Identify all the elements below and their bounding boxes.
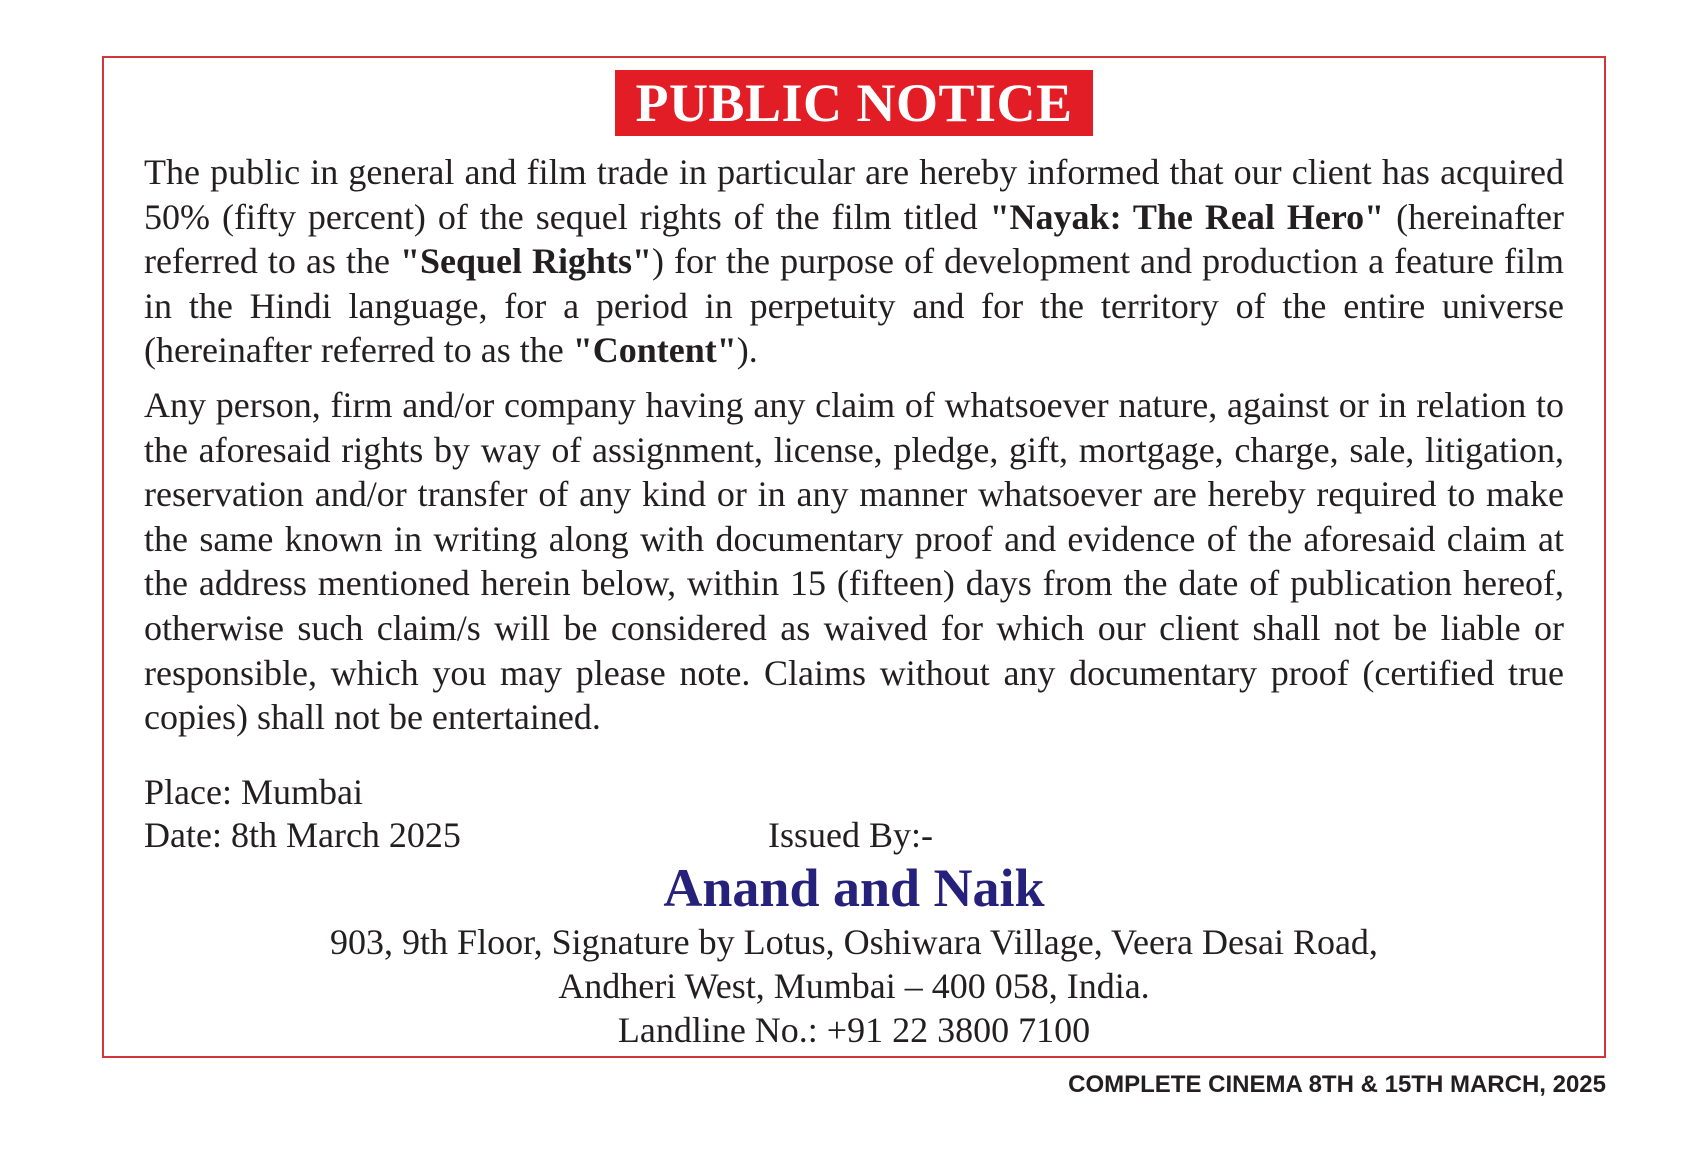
public-notice-box bbox=[102, 56, 1606, 1058]
paragraph-1-part-4: ). bbox=[736, 330, 758, 371]
notice-body bbox=[144, 150, 1564, 740]
notice-title: PUBLIC NOTICE bbox=[615, 70, 1092, 136]
firm-address bbox=[104, 920, 1604, 1052]
place-line: Place: Mumbai bbox=[144, 772, 363, 812]
issued-by-label: Issued By:- bbox=[768, 815, 933, 855]
place-date-block bbox=[144, 771, 461, 857]
content-term: "Content" bbox=[572, 330, 737, 371]
film-title: "Nayak: The Real Hero" bbox=[989, 196, 1385, 237]
landline-number: Landline No.: +91 22 3800 7100 bbox=[617, 1010, 1091, 1050]
paragraph-1-part-1: The public in general and film trade in particular are hereby informed that our client has acquired 50% (fifty percent) of the sequel rights of the film titled bbox=[144, 152, 1564, 237]
title-wrap bbox=[104, 70, 1604, 136]
paragraph-1-part-2: (hereinafter referred to as the bbox=[144, 196, 1564, 282]
address-line-2: Andheri West, Mumbai – 400 058, India. bbox=[558, 966, 1150, 1006]
sequel-rights-term: "Sequel Rights" bbox=[399, 241, 653, 282]
paragraph-2: Any person, firm and/or company having any claim of whatsoever nature, against or in relation to the aforesaid rights by way of assignment, license, pledge, gift, mortgage, charge, sale, litigation, reservation and/or transfer of any kind or in any manner whatsoever are hereby required to make the same known in writing along with documentary proof and evidence of the aforesaid claim at the address mentioned herein below, within 15 (fifteen) days from the date of publication hereof, otherwise such claim/s will be considered as waived for which our client shall not be liable or responsible, which you may please note. Claims without any documentary proof (certified true copies) shall not be entertained. bbox=[144, 384, 1564, 738]
date-line: Date: 8th March 2025 bbox=[144, 815, 461, 855]
address-line-1: 903, 9th Floor, Signature by Lotus, Oshiwara Village, Veera Desai Road, bbox=[330, 922, 1378, 962]
publication-footer: COMPLETE CINEMA 8TH & 15TH MARCH, 2025 bbox=[1068, 1071, 1606, 1098]
firm-name: Anand and Naik bbox=[663, 858, 1045, 918]
paragraph-1 bbox=[144, 150, 1564, 373]
paragraph-1-part-3: ) for the purpose of development and production a feature film in the Hindi language, for a period in perpetuity and for the territory of the entire universe (hereinafter referred to as the bbox=[144, 241, 1565, 371]
